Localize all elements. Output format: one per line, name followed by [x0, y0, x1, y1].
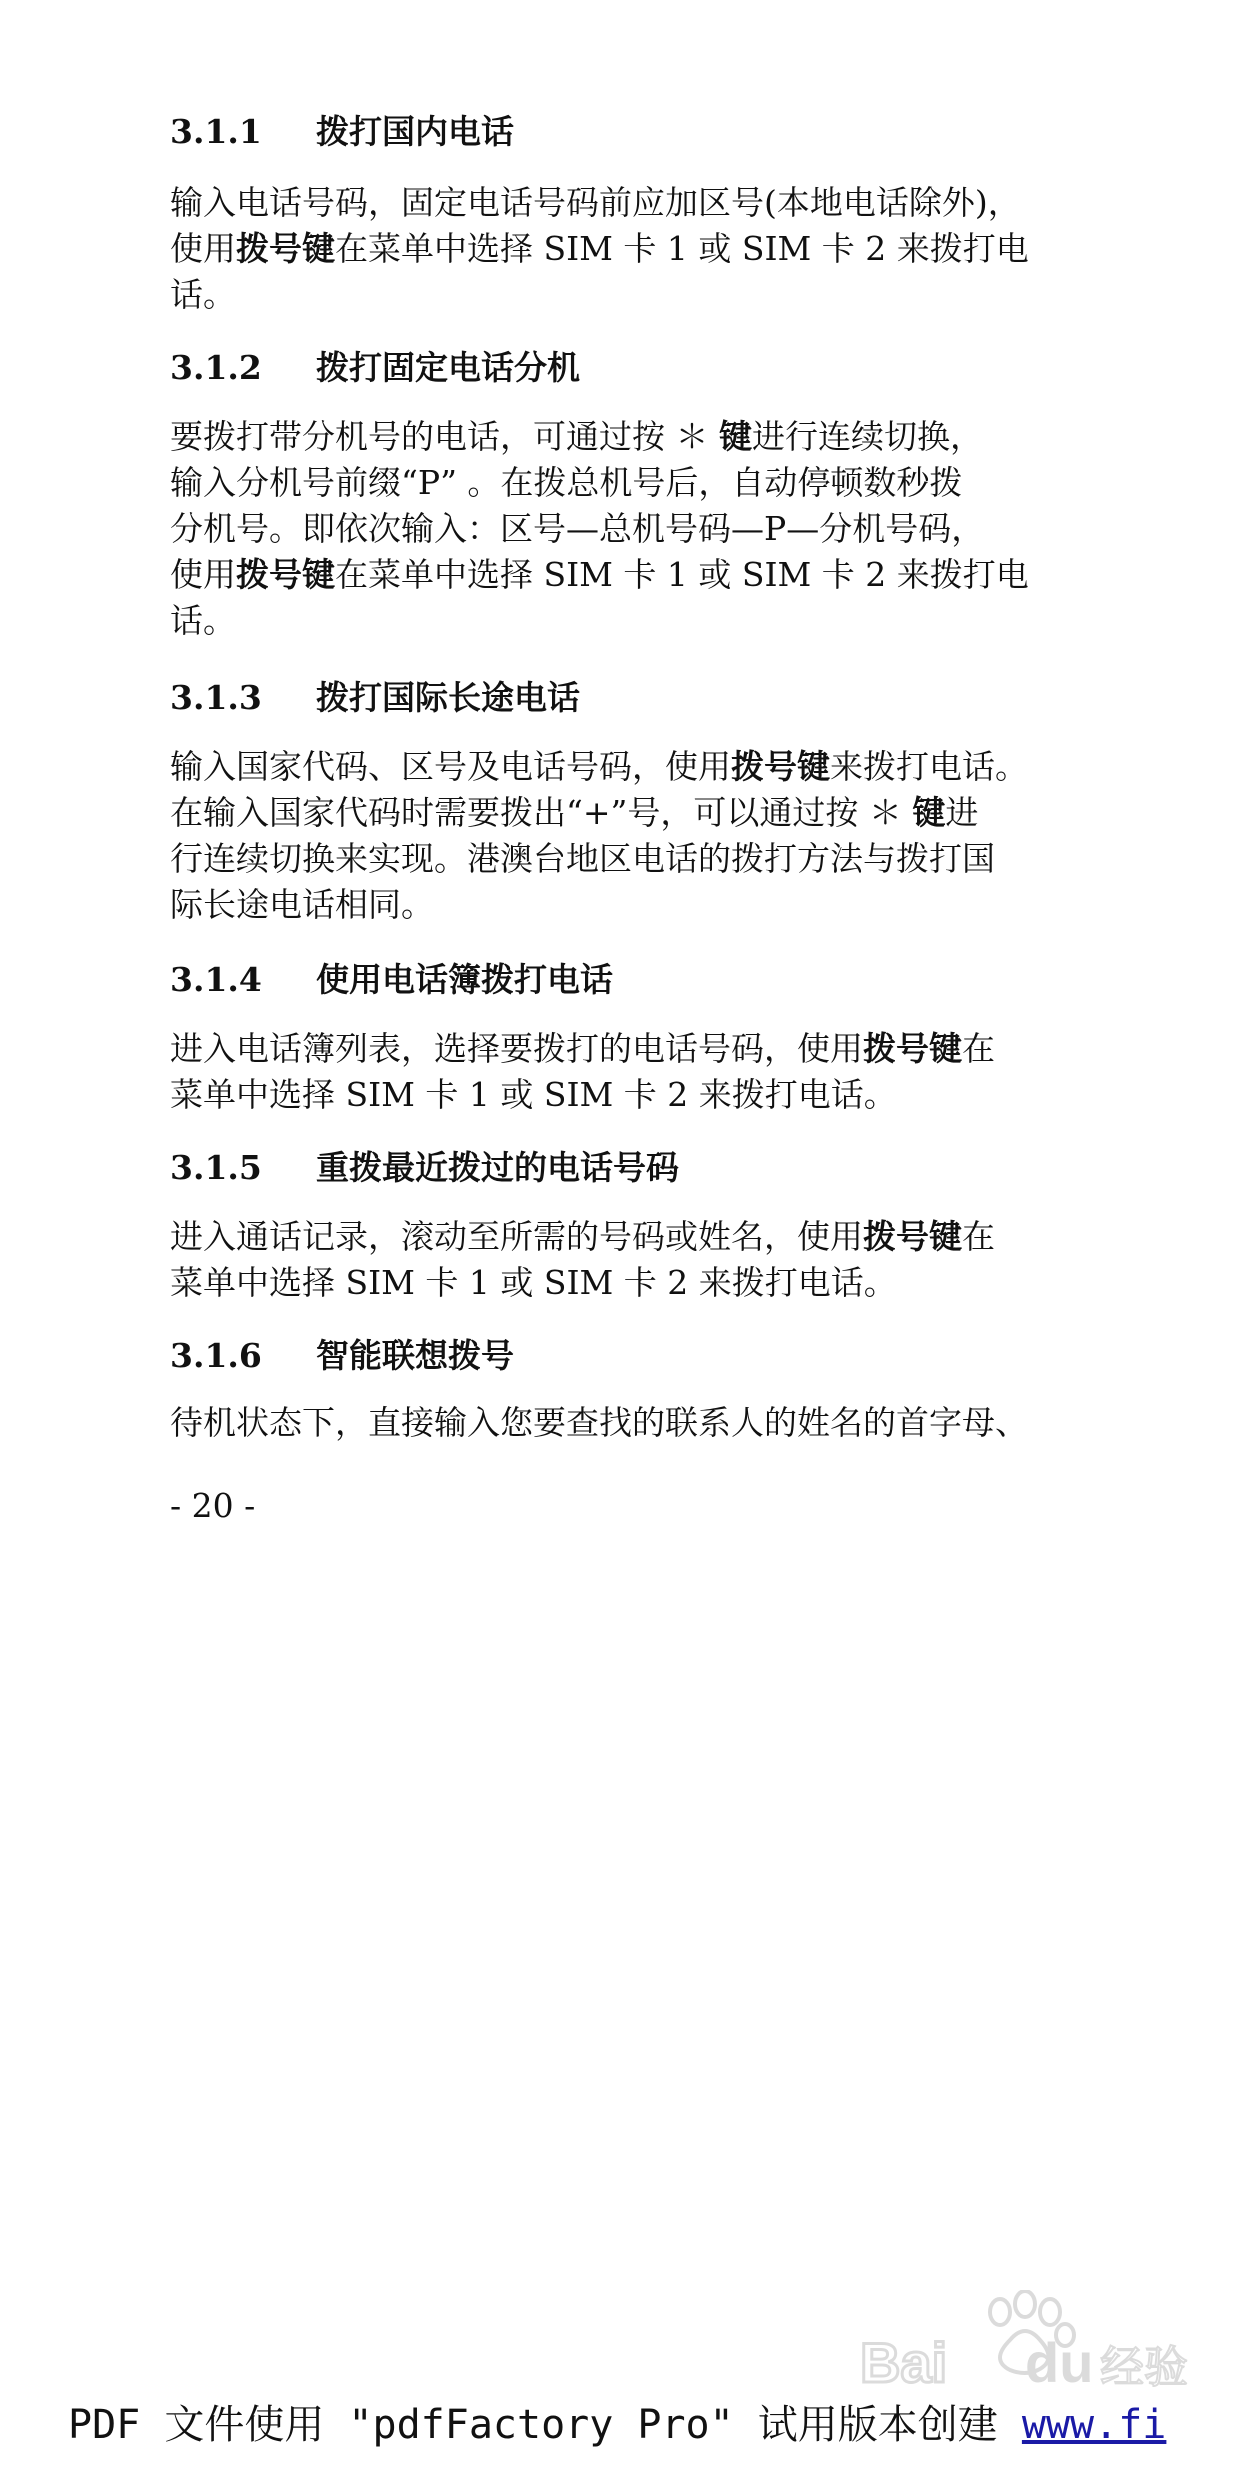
paragraph-line [170, 506, 1070, 552]
bold-term: 键 [912, 793, 946, 832]
section-paragraph [170, 414, 1070, 644]
footer-text: PDF 文件使用 "pdfFactory Pro" 试用版本创建 [68, 2402, 1022, 2448]
bold-term: 拨号键 [863, 1029, 962, 1068]
section-heading [170, 1148, 679, 1188]
text-run: 进行连续切换， [751, 417, 983, 456]
text-run: 来拨打电话。 [830, 747, 1028, 786]
section-paragraph [170, 744, 1070, 928]
bold-term: 键 [718, 417, 752, 456]
text-run: 进入通话记录，滚动至所需的号码或姓名，使用 [170, 1217, 863, 1256]
section-number: 3.1.3 [170, 678, 262, 717]
section-number: 3.1.2 [170, 348, 262, 387]
text-run: 输入国家代码、区号及电话号码，使用 [170, 747, 731, 786]
text-run: 在输入国家代码时需要拨出“+”号，可以通过按 ＊ [170, 793, 913, 832]
paragraph-line [170, 1400, 1070, 1446]
section-title: 智能联想拨号 [316, 1336, 514, 1375]
section-number: 3.1.1 [170, 112, 262, 151]
text-run: 输入电话号码，固定电话号码前应加区号(本地电话除外)， [170, 183, 1021, 222]
text-run: 行连续切换来实现。港澳台地区电话的拨打方法与拨打国 [170, 839, 995, 878]
section-paragraph [170, 1214, 1070, 1306]
text-run: 进 [945, 793, 979, 832]
text-run: 际长途电话相同。 [170, 885, 434, 924]
paragraph-line [170, 882, 1070, 928]
paragraph-line [170, 836, 1070, 882]
text-run: 在菜单中选择 SIM 卡 1 或 SIM 卡 2 来拨打电 [335, 229, 1029, 268]
section-number: 3.1.4 [170, 960, 262, 999]
section-title: 使用电话簿拨打电话 [316, 960, 613, 999]
paragraph-line [170, 552, 1070, 598]
text-run: 进入电话簿列表，选择要拨打的电话号码，使用 [170, 1029, 863, 1068]
section-number: 3.1.6 [170, 1336, 262, 1375]
text-run: 使用 [170, 229, 236, 268]
pdf-footer [68, 2400, 1166, 2450]
bold-term: 拨号键 [236, 229, 335, 268]
section-heading [170, 348, 580, 388]
text-run: 要拨打带分机号的电话，可通过按 ＊ [170, 417, 719, 456]
svg-text:经验: 经验 [1100, 2342, 1188, 2393]
paragraph-line [170, 272, 1070, 318]
bold-term: 拨号键 [236, 555, 335, 594]
text-run: 在菜单中选择 SIM 卡 1 或 SIM 卡 2 来拨打电 [335, 555, 1029, 594]
footer-link[interactable]: www.fi [1021, 2402, 1167, 2448]
paragraph-line [170, 1260, 1070, 1306]
section-title: 拨打固定电话分机 [316, 348, 580, 387]
svg-text:du: du [1025, 2331, 1094, 2394]
text-run: 在 [962, 1029, 995, 1068]
section-heading [170, 678, 580, 718]
baidu-watermark-logo [850, 2290, 1190, 2400]
section-number: 3.1.5 [170, 1148, 262, 1187]
section-paragraph [170, 1400, 1070, 1446]
paragraph-line [170, 744, 1070, 790]
paragraph-line [170, 180, 1070, 226]
page-number: - 20 - [170, 1486, 256, 1525]
paragraph-line [170, 460, 1070, 506]
section-paragraph [170, 180, 1070, 318]
paragraph-line [170, 598, 1070, 644]
section-heading [170, 112, 514, 152]
text-run: 在 [962, 1217, 995, 1256]
paragraph-line [170, 1214, 1070, 1260]
section-heading [170, 1336, 514, 1376]
text-run: 使用 [170, 555, 236, 594]
bold-term: 拨号键 [863, 1217, 962, 1256]
section-title: 拨打国内电话 [316, 112, 514, 151]
paragraph-line [170, 414, 1070, 460]
text-run: 菜单中选择 SIM 卡 1 或 SIM 卡 2 来拨打电话。 [170, 1263, 897, 1302]
section-heading [170, 960, 613, 1000]
paragraph-line [170, 790, 1070, 836]
text-run: 话。 [170, 601, 236, 640]
text-run: 待机状态下，直接输入您要查找的联系人的姓名的首字母、 [170, 1403, 1028, 1442]
svg-text:Bai: Bai [860, 2331, 948, 2394]
bold-term: 拨号键 [731, 747, 830, 786]
text-run: 输入分机号前缀“P” 。在拨总机号后，自动停顿数秒拨 [170, 463, 963, 502]
paragraph-line [170, 1026, 1070, 1072]
text-run: 分机号。即依次输入：区号—总机号码—P—分机号码， [170, 509, 985, 548]
text-run: 话。 [170, 275, 236, 314]
paragraph-line [170, 1072, 1070, 1118]
paragraph-line [170, 226, 1070, 272]
section-title: 重拨最近拨过的电话号码 [316, 1148, 679, 1187]
text-run: 菜单中选择 SIM 卡 1 或 SIM 卡 2 来拨打电话。 [170, 1075, 897, 1114]
section-paragraph [170, 1026, 1070, 1118]
section-title: 拨打国际长途电话 [316, 678, 580, 717]
